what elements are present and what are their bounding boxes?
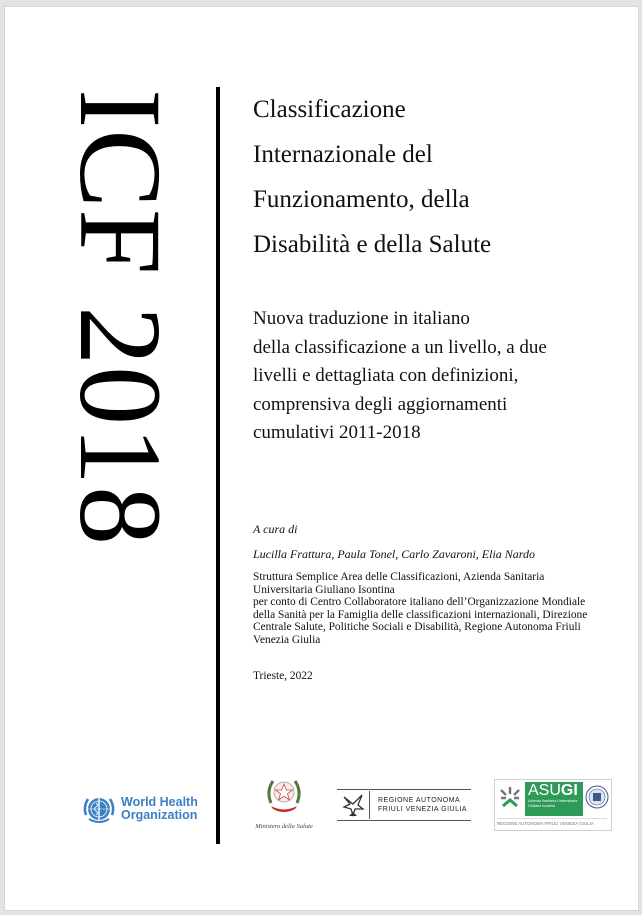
- affiliation: [253, 571, 633, 647]
- affiliation-line: Centrale Salute, Politiche Sociali e Disabilità, Regione Autonoma Friuli: [253, 621, 581, 634]
- subtitle-line: comprensiva degli aggiornamenti: [253, 393, 508, 415]
- affiliation-line: per conto di Centro Collaboratore italiano dell’Organizzazione Mondiale: [253, 596, 586, 609]
- affiliation-line: Venezia Giulia: [253, 633, 321, 646]
- place-date: Trieste, 2022: [253, 670, 313, 682]
- affiliation-line: Struttura Semplice Area delle Classificazioni, Azienda Sanitaria: [253, 571, 545, 583]
- ministry-of-health-logo: [245, 773, 323, 837]
- asugi-logo: [494, 779, 612, 831]
- italian-republic-emblem-icon: [263, 773, 305, 815]
- subtitle-line: della classificazione a un livello, a due: [253, 336, 547, 358]
- title-line: Disabilità e della Salute: [253, 231, 492, 258]
- asugi-footer: REGIONE AUTONOMA FRIULI VENEZIA GIULIA: [497, 818, 607, 826]
- un-who-emblem-icon: [81, 791, 117, 827]
- university-seal-icon: [585, 785, 609, 809]
- subtitle-line: livelli e dettagliata con definizioni,: [253, 365, 519, 386]
- authors: Lucilla Frattura, Paula Tonel, Carlo Zavaroni, Elia Nardo: [253, 547, 536, 561]
- subtitle-line: Nuova traduzione in italiano: [253, 308, 470, 329]
- ministry-caption: Ministero della Salute: [255, 823, 313, 830]
- who-wordmark: World Health Organization: [121, 795, 198, 822]
- subtitle: [253, 305, 633, 448]
- document-page: [4, 6, 639, 911]
- fvg-wordmark: REGIONE AUTONOMA FRIULI VENEZIA GIULIA: [378, 797, 468, 813]
- regione-fvg-logo: [337, 789, 471, 821]
- title-line: Internazionale del: [253, 141, 433, 168]
- who-logo: [81, 789, 198, 829]
- main-title: [253, 87, 613, 267]
- title-line: Classificazione: [253, 96, 406, 123]
- asugi-brand-box: ASUGI Azienda Sanitaria Universitaria Giuliano Isontina: [525, 782, 583, 816]
- asugi-arrows-icon: [497, 784, 523, 810]
- curated-by-label: A cura di: [253, 522, 298, 536]
- vertical-divider: [216, 87, 220, 844]
- title-line: Funzionamento, della: [253, 186, 470, 213]
- affiliation-line: Universitaria Giuliano Isontina: [253, 583, 395, 596]
- vertical-title: ICF 2018: [55, 89, 186, 547]
- subtitle-line: cumulativi 2011-2018: [253, 422, 421, 443]
- affiliation-line: della Sanità per la Famiglia delle classificazioni internazionali, Direzione: [253, 608, 588, 621]
- fvg-eagle-icon: [341, 791, 370, 819]
